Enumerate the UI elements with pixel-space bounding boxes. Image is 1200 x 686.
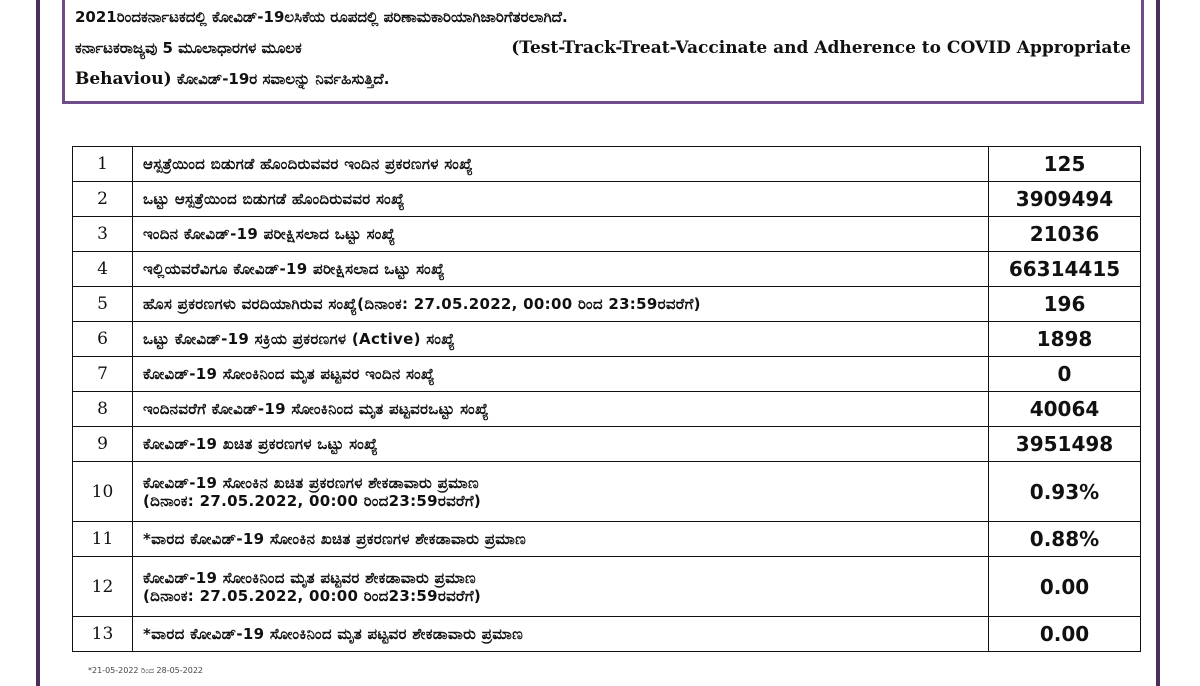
row-description-text: ಇಲ್ಲಿಯವರೆವಿಗೂ ಕೋವಿಡ್-19 ಪರೀಕ್ಷಿಸಲಾದ ಒಟ್ಟು ಸಂಖ್ಯೆ (143, 260, 445, 278)
row-description (133, 617, 989, 652)
row-value: 0.93% (989, 462, 1141, 522)
row-description-date: (ದಿನಾಂಕ: 27.05.2022, 00:00 ರಿಂದ23:59ರವರೆಗೆ) (143, 491, 482, 510)
row-value: 196 (989, 287, 1141, 322)
table-row (73, 217, 1141, 252)
table-row (73, 462, 1141, 522)
row-description (133, 462, 989, 522)
table-row (73, 357, 1141, 392)
row-description-text: ಕೋವಿಡ್-19 ಸೋಂಕಿನಿಂದ ಮೃತ ಪಟ್ಟವರ ಶೇಕಡಾವಾರು ಪ್ರಮಾಣ (143, 568, 476, 587)
row-description-text: ಒಟ್ಟು ಆಸ್ಪತ್ರೆಯಿಂದ ಬಿಡುಗಡೆ ಹೊಂದಿರುವವರ ಸಂಖ್ಯೆ (143, 190, 405, 208)
table-row (73, 617, 1141, 652)
row-value: 21036 (989, 217, 1141, 252)
table-row (73, 287, 1141, 322)
table-row (73, 557, 1141, 617)
table-row (73, 182, 1141, 217)
row-number: 8 (73, 392, 133, 427)
row-value: 0.88% (989, 522, 1141, 557)
row-description-text: ಕೋವಿಡ್-19 ಸೋಂಕಿನಿಂದ ಮೃತ ಪಟ್ಟವರ ಇಂದಿನ ಸಂಖ್ಯೆ (143, 365, 435, 383)
row-description-text: ಆಸ್ಪತ್ರೆಯಿಂದ ಬಿಡುಗಡೆ ಹೊಂದಿರುವವರ ಇಂದಿನ ಪ್ರಕರಣಗಳ ಸಂಖ್ಯೆ (143, 155, 474, 173)
row-value: 40064 (989, 392, 1141, 427)
row-description (133, 522, 989, 557)
intro-line-2-prefix: ಕರ್ನಾಟಕರಾಜ್ಯವು 5 ಮೂಲಾಧಾರಗಳ ಮೂಲಕ (75, 39, 302, 57)
row-description (133, 182, 989, 217)
row-description-text: *ವಾರದ ಕೋವಿಡ್-19 ಸೋಂಕಿನ ಖಚಿತ ಪ್ರಕರಣಗಳ ಶೇಕಡಾವಾರು ಪ್ರಮಾಣ (143, 530, 527, 548)
row-number: 11 (73, 522, 133, 557)
row-value: 0.00 (989, 617, 1141, 652)
row-number: 10 (73, 462, 133, 522)
table-row (73, 522, 1141, 557)
covid-stats-body (73, 147, 1141, 652)
table-row (73, 252, 1141, 287)
row-value: 0 (989, 357, 1141, 392)
intro-line-3-suffix: ಕೋವಿಡ್-19ರ ಸವಾಲನ್ನು ನಿರ್ವಹಿಸುತ್ತಿದೆ. (176, 70, 390, 88)
intro-line-3-english: Behaviou) (75, 69, 172, 89)
intro-line-3 (75, 64, 1131, 95)
row-value: 0.00 (989, 557, 1141, 617)
row-description-text: *ವಾರದ ಕೋವಿಡ್-19 ಸೋಂಕಿನಿಂದ ಮೃತ ಪಟ್ಟವರ ಶೇಕಡಾವಾರು ಪ್ರಮಾಣ (143, 625, 524, 643)
row-description (133, 557, 989, 617)
row-value: 1898 (989, 322, 1141, 357)
row-number: 13 (73, 617, 133, 652)
row-description (133, 147, 989, 182)
row-number: 6 (73, 322, 133, 357)
intro-box (62, 0, 1144, 104)
row-description (133, 322, 989, 357)
footnote: *21-05-2022 ರಿಂದ 28-05-2022 (88, 666, 204, 675)
table-row (73, 427, 1141, 462)
row-value: 125 (989, 147, 1141, 182)
row-number: 3 (73, 217, 133, 252)
row-number: 9 (73, 427, 133, 462)
row-description (133, 427, 989, 462)
row-value: 3909494 (989, 182, 1141, 217)
row-number: 1 (73, 147, 133, 182)
intro-line-2 (75, 33, 1131, 64)
row-description-text: ಇಂದಿನವರೆಗೆ ಕೋವಿಡ್-19 ಸೋಂಕಿನಿಂದ ಮೃತ ಪಟ್ಟವರಒಟ್ಟು ಸಂಖ್ಯೆ (143, 400, 489, 418)
row-number: 7 (73, 357, 133, 392)
row-number: 2 (73, 182, 133, 217)
row-description (133, 217, 989, 252)
row-description (133, 392, 989, 427)
row-number: 5 (73, 287, 133, 322)
row-description-text: ಇಂದಿನ ಕೋವಿಡ್-19 ಪರೀಕ್ಷಿಸಲಾದ ಒಟ್ಟು ಸಂಖ್ಯೆ (143, 225, 396, 243)
row-number: 12 (73, 557, 133, 617)
table-row (73, 392, 1141, 427)
row-number: 4 (73, 252, 133, 287)
covid-stats-table (72, 146, 1141, 652)
row-description-text: ಹೊಸ ಪ್ರಕರಣಗಳು ವರದಿಯಾಗಿರುವ ಸಂಖ್ಯೆ(ದಿನಾಂಕ: 27.05.2022, 00:00 ರಿಂದ 23:59ರವರೆಗೆ) (143, 295, 701, 313)
table-row (73, 147, 1141, 182)
row-description (133, 287, 989, 322)
row-value: 3951498 (989, 427, 1141, 462)
row-description (133, 357, 989, 392)
row-description-text: ಕೋವಿಡ್-19 ಖಚಿತ ಪ್ರಕರಣಗಳ ಒಟ್ಟು ಸಂಖ್ಯೆ (143, 435, 378, 453)
row-description-text: ಕೋವಿಡ್-19 ಸೋಂಕಿನ ಖಚಿತ ಪ್ರಕರಣಗಳ ಶೇಕಡಾವಾರು ಪ್ರಮಾಣ (143, 473, 479, 492)
row-description (133, 252, 989, 287)
table-row (73, 322, 1141, 357)
row-description-date: (ದಿನಾಂಕ: 27.05.2022, 00:00 ರಿಂದ23:59ರವರೆಗೆ) (143, 586, 482, 605)
row-value: 66314415 (989, 252, 1141, 287)
row-description-text: ಒಟ್ಟು ಕೋವಿಡ್-19 ಸಕ್ರಿಯ ಪ್ರಕರಣಗಳ (Active) ಸಂಖ್ಯೆ (143, 330, 456, 348)
intro-line-1: 2021ರಿಂದಕರ್ನಾಟಕದಲ್ಲಿ ಕೋವಿಡ್-19ಲಸಿಕೆಯ ರೂಪದಲ್ಲಿ ಪರಿಣಾಮಕಾರಿಯಾಗಿಜಾರಿಗೆತರಲಾಗಿದೆ. (75, 8, 568, 26)
intro-line-2-english: (Test-Track-Treat-Vaccinate and Adherence to COVID Appropriate (511, 38, 1131, 58)
